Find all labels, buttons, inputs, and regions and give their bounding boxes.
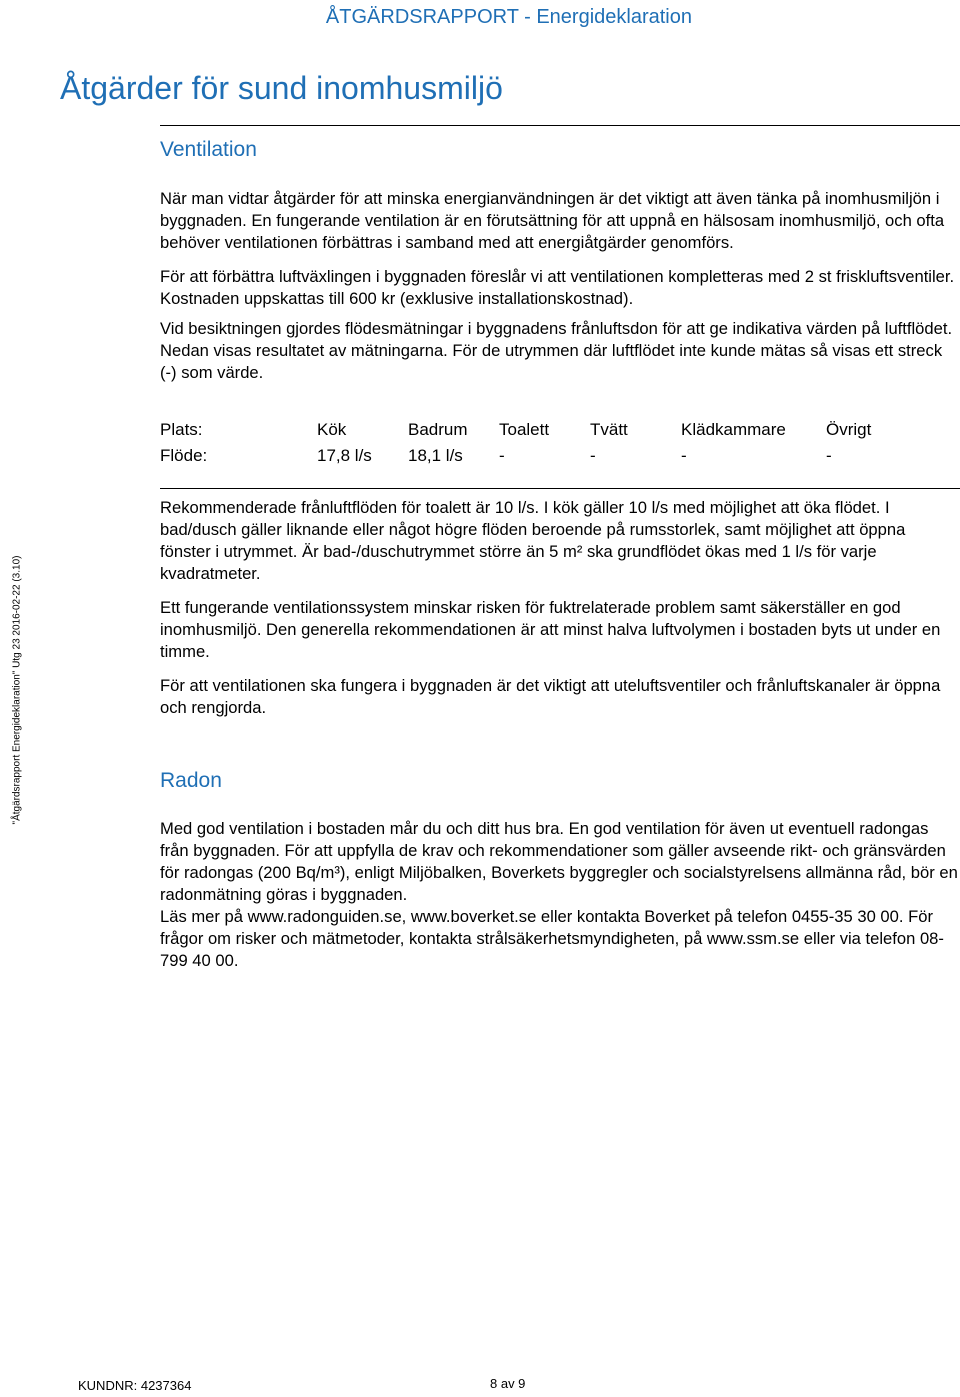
ventilation-paragraph-3: Vid besiktningen gjordes flödesmätningar i byggnadens frånluftsdon för att ge indikativa värden på luftflödet. Nedan visas resultatet av mätningarna. För de utrymmen där luftflödet inte kunde mätas så visas ett streck (-) som värde. xyxy=(160,319,953,382)
recommendation-paragraph-3: För att ventilationen ska fungera i byggnaden är det viktigt att uteluftsventiler och frånluftskanaler är öppna och rengjorda. xyxy=(160,676,941,717)
footer-page-number: 8 av 9 xyxy=(490,1376,526,1391)
place-cell: Kök xyxy=(317,420,347,439)
flow-cell: - xyxy=(499,446,505,465)
ventilation-paragraph-1: När man vidtar åtgärder för att minska energianvändningen är det viktigt att även tänka på inomhusmiljön i byggnaden. En fungerande ventilation är en förutsättning för att uppnå en hälsosam inomhusmiljö, och ofta behöver ventilationen förbättras i samband med att energiåtgärder genomförs. xyxy=(160,189,945,252)
place-cell: Övrigt xyxy=(826,420,872,439)
place-cell: Badrum xyxy=(408,420,468,439)
ventilation-paragraph-2: För att förbättra luftväxlingen i byggnaden föreslår vi att ventilationen kompletteras med 2 st friskluftsventiler. Kostnaden uppskattas till 600 kr (exklusive installationskostnad). xyxy=(160,267,955,308)
page-title: Åtgärder för sund inomhusmiljö xyxy=(60,70,503,106)
flow-cell: - xyxy=(681,446,687,465)
flow-cell: - xyxy=(590,446,596,465)
recommendation-paragraph-2: Ett fungerande ventilationssystem minskar risken för fuktrelaterade problem samt säkerställer en god inomhusmiljö. Den generella rekommendationen är att minst halva luftvolymen i bostaden byts ut under en timme. xyxy=(160,598,941,661)
radon-text xyxy=(160,818,960,972)
table-row-places xyxy=(160,420,871,446)
footer-customer-number: KUNDNR: 4237364 xyxy=(78,1378,192,1393)
flow-cell: - xyxy=(826,446,832,465)
place-cell: Tvätt xyxy=(590,420,628,439)
recommendation-paragraph-1: Rekommenderade frånluftflöden för toalett är 10 l/s. I kök gäller 10 l/s med möjlighet att öka flödet. I bad/dusch gäller liknande eller något högre flöden beroende på rumsstorlek, samt möjlighet att öppna fönster i utrymmet. Är bad-/duschutrymmet större än 5 m² ska grundflödet ökas med 1 l/s för varje kvadratmeter. xyxy=(160,498,906,583)
side-version-text: "Åtgärdsrapport Energideklaration" Utg 23 2016-02-22 (3.10) xyxy=(11,555,23,825)
row-label-flow: Flöde: xyxy=(160,446,208,465)
divider-top xyxy=(160,125,960,126)
flow-cell: 17,8 l/s xyxy=(317,446,372,465)
section-heading-radon: Radon xyxy=(160,769,222,792)
ventilation-recommendation-text xyxy=(160,497,960,719)
row-label-place: Plats: xyxy=(160,420,203,439)
place-cell: Toalett xyxy=(499,420,550,439)
airflow-table xyxy=(160,420,871,472)
report-header-title: ÅTGÄRDSRAPPORT - Energideklaration xyxy=(325,6,692,28)
radon-paragraph-2: Läs mer på www.radonguiden.se, www.boverket.se eller kontakta Boverket på telefon 0455-35 30 00. För frågor om risker och mätmetoder, kontakta strålsäkerhetsmyndigheten, på www.ssm.se eller via telefon 08-799 40 00. xyxy=(160,907,944,970)
place-cell: Klädkammare xyxy=(681,420,786,439)
radon-paragraph-1: Med god ventilation i bostaden mår du och ditt hus bra. En god ventilation för även ut eventuell radongas från byggnaden. För att uppfylla de krav och rekommendationer som gäller avseende rikt- och gränsvärden för radongas (200 Bq/m³), enligt Miljöbalken, Boverkets byggregler och socialstyrelsens allmänna råd, bör en radonmätning göras i byggnaden. xyxy=(160,819,958,904)
section-heading-ventilation: Ventilation xyxy=(160,138,257,161)
table-row-flows xyxy=(160,446,871,472)
divider-middle xyxy=(160,488,960,489)
ventilation-intro-text xyxy=(160,188,960,384)
flow-cell: 18,1 l/s xyxy=(408,446,463,465)
